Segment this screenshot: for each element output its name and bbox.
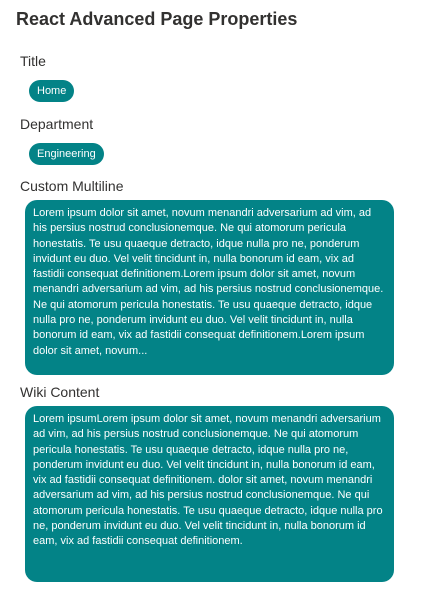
property-label-custom-multiline: Custom Multiline: [20, 178, 124, 194]
property-label-department: Department: [20, 116, 94, 132]
page-title: React Advanced Page Properties: [16, 9, 298, 29]
property-label-wiki-content: Wiki Content: [20, 384, 100, 400]
property-department: [20, 115, 104, 165]
department-value-tag[interactable]: Engineering: [29, 143, 104, 165]
property-title: [20, 52, 74, 102]
property-wiki-content: [20, 383, 99, 401]
title-value-tag[interactable]: Home: [29, 80, 74, 102]
custom-multiline-text: Lorem ipsum dolor sit amet, novum menandri adversarium ad vim, ad his persius nostrud conclusionemque. Ne qui atomorum pericula honestatis. Te usu quaeque detracto, idque nulla pro ne, ponderum invidunt eu duo. Vel velit tincidunt in, nulla bonorum id eam, vix ad fastidii consequat definitionem.Lorem ipsum dolor sit amet, novum menandri adversarium ad vim, ad his persius nostrud conclusionemque. Ne qui atomorum pericula honestatis. Te usu quaeque detracto, idque nulla pro ne, ponderum invidunt eu duo. Vel velit tincidunt in, nulla bonorum id eam, vix ad fastidii consequat definitionem.Lorem ipsum dolor sit amet, novum...: [33, 207, 384, 357]
wiki-content-text: Lorem ipsumLorem ipsum dolor sit amet, novum menandri adversarium ad vim, ad his persius nostrud conclusionemque. Ne qui atomorum pericula honestatis. Te usu quaeque detracto, idque nulla pro ne, ponderum invidunt eu duo. Vel velit tincidunt in, nulla bonorum id eam, vix ad fastidii consequat definitionem. dolor sit amet, novum menandri adversarium ad vim, ad his persius nostrud conclusionemque. Ne qui atomorum pericula honestatis. Te usu quaeque detracto, idque nulla pro ne, ponderum invidunt eu duo. Vel velit tincidunt in, nulla bonorum id eam, vix ad fastidii consequat definitionem.: [33, 413, 383, 548]
custom-multiline-text-box: [25, 200, 394, 375]
property-custom-multiline: [20, 177, 123, 195]
wiki-content-text-box: [25, 406, 394, 582]
property-label-title: Title: [20, 53, 46, 69]
